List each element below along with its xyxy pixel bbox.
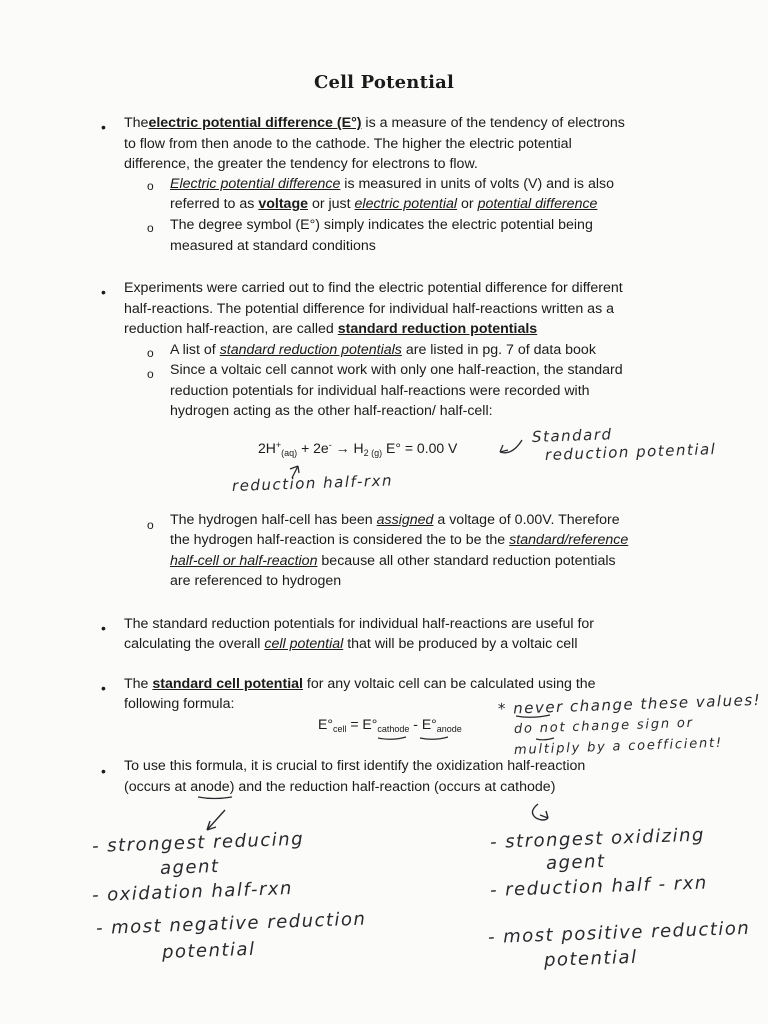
hydrogen-half-reaction-equation: $2H^+_{(aq)} + 2e^- \to H_{2 (g)}$ E° = 0.00 V: [258, 440, 458, 458]
bullet-3-line-2: calculating the overall cell potential that will be produced by a voltaic cell: [124, 636, 578, 652]
sub-bullet-1-1: o: [147, 179, 154, 193]
bullet-3-line-1: The standard reduction potentials for individual half-reactions are useful for: [124, 616, 595, 632]
handwritten-left-oxidation: - oxidation half-rxn: [91, 877, 294, 906]
bullet-5-line-2: (occurs at anode) and the reduction half-reaction (occurs at cathode): [124, 779, 556, 795]
sub-bullet-1-2: o: [147, 221, 154, 235]
underline-anode-subscript: [420, 737, 448, 739]
handwritten-reduction-half-rxn: reduction half-rxn: [231, 471, 394, 495]
underline-cathode-subscript: [378, 737, 406, 739]
bullet-2-sub-1: A list of standard reduction potentials are listed in pg. 7 of data book: [170, 342, 596, 358]
bullet-4-line-1: The standard cell potential for any voltaic cell can be calculated using the: [124, 676, 596, 692]
bullet-5-line-1: To use this formula, it is crucial to first identify the oxidization half-reaction: [124, 758, 586, 774]
handwritten-right-most-positive: - most positive reduction: [487, 917, 751, 948]
arrow-cathode-down: [532, 804, 548, 820]
bullet-4-line-2: following formula:: [124, 696, 235, 712]
bullet-1-line-3: difference, the greater the tendency for electrons to flow.: [124, 156, 478, 172]
bullet-1-sub-2-line-1: The degree symbol (E°) simply indicates the electric potential being: [170, 217, 593, 233]
bullet-2-sub-3-line-4: are referenced to hydrogen: [170, 573, 342, 589]
sub-bullet-2-2: o: [147, 367, 154, 381]
bullet-2-sub-2-line-1: Since a voltaic cell cannot work with only one half-reaction, the standard: [170, 362, 623, 378]
bullet-2-sub-2-line-3: hydrogen acting as the other half-reaction/ half-cell:: [170, 403, 493, 419]
term-electric-potential-difference: electric potential difference (E°): [148, 115, 362, 131]
bullet-2-line-3: reduction half-reaction, are called standard reduction potentials: [124, 321, 538, 337]
handwritten-reduction-potential: reduction potential: [544, 440, 717, 464]
handwritten-do-not-change-sign: do not change sign or: [513, 715, 694, 737]
handwritten-right-potential: potential: [543, 946, 638, 971]
sub-bullet-2-3: o: [147, 518, 154, 532]
handwritten-left-most-negative: - most negative reduction: [95, 908, 367, 939]
word-cathode: athode: [507, 779, 551, 795]
handwritten-right-strongest-oxidizing: - strongest oxidizing: [489, 824, 706, 853]
arrow-to-standard-label: [500, 440, 522, 453]
bullet-1-sub-1-line-1: Electric potential difference is measured in units of volts (V) and is also: [170, 176, 614, 192]
handwritten-left-strongest-reducing: - strongest reducing: [91, 828, 305, 857]
bullet-1-sub-1-line-2: referred to as voltage or just electric potential or potential difference: [170, 196, 598, 212]
bullet-point-3: •: [101, 620, 106, 636]
bullet-2-sub-2-line-2: reduction potentials for individual half-reactions were recorded with: [170, 383, 590, 399]
bullet-point-2: •: [101, 284, 106, 300]
sub-bullet-2-1: o: [147, 346, 154, 360]
bullet-1-line-1: Theelectric potential difference (E°) is a measure of the tendency of electrons: [124, 115, 625, 131]
bullet-point-1: •: [101, 119, 106, 135]
bullet-1-sub-2-line-2: measured at standard conditions: [170, 238, 376, 254]
bullet-2-sub-3-line-3: half-cell or half-reaction because all other standard reduction potentials: [170, 553, 616, 569]
page-title: Cell Potential: [313, 72, 455, 93]
bullet-point-4: •: [101, 680, 106, 696]
bullet-2-line-1: Experiments were carried out to find the electric potential difference for different: [124, 280, 623, 296]
bullet-2-line-2: half-reactions. The potential difference for individual half-reactions written as a: [124, 301, 615, 317]
bullet-1-line-2: to flow from then anode to the cathode. The higher the electric potential: [124, 136, 572, 152]
handwritten-multiply-coefficient: multiply by a coefficient!: [513, 735, 724, 758]
arrow-anode-down: [207, 810, 225, 830]
handwritten-left-potential: potential: [161, 938, 256, 963]
bullet-2-sub-3-line-1: The hydrogen half-cell has been assigned a voltage of 0.00V. Therefore: [170, 512, 620, 528]
word-anode: anode: [190, 779, 230, 795]
handwritten-standard: Standard: [531, 425, 613, 446]
cell-potential-formula: $E^\circ_{cell} = E^\circ_{cathode} - E^\circ_{anode}$: [318, 716, 462, 734]
handwritten-right-reduction: - reduction half - rxn: [489, 872, 709, 901]
bullet-2-sub-3-line-2: the hydrogen half-reaction is considered the to be the standard/reference: [170, 532, 629, 548]
handwritten-right-agent: agent: [545, 850, 606, 874]
underline-not: [536, 738, 554, 740]
bullet-point-5: •: [101, 763, 106, 779]
handwritten-never-change: * never change these values!: [497, 690, 762, 718]
handwritten-left-agent: agent: [159, 855, 220, 879]
